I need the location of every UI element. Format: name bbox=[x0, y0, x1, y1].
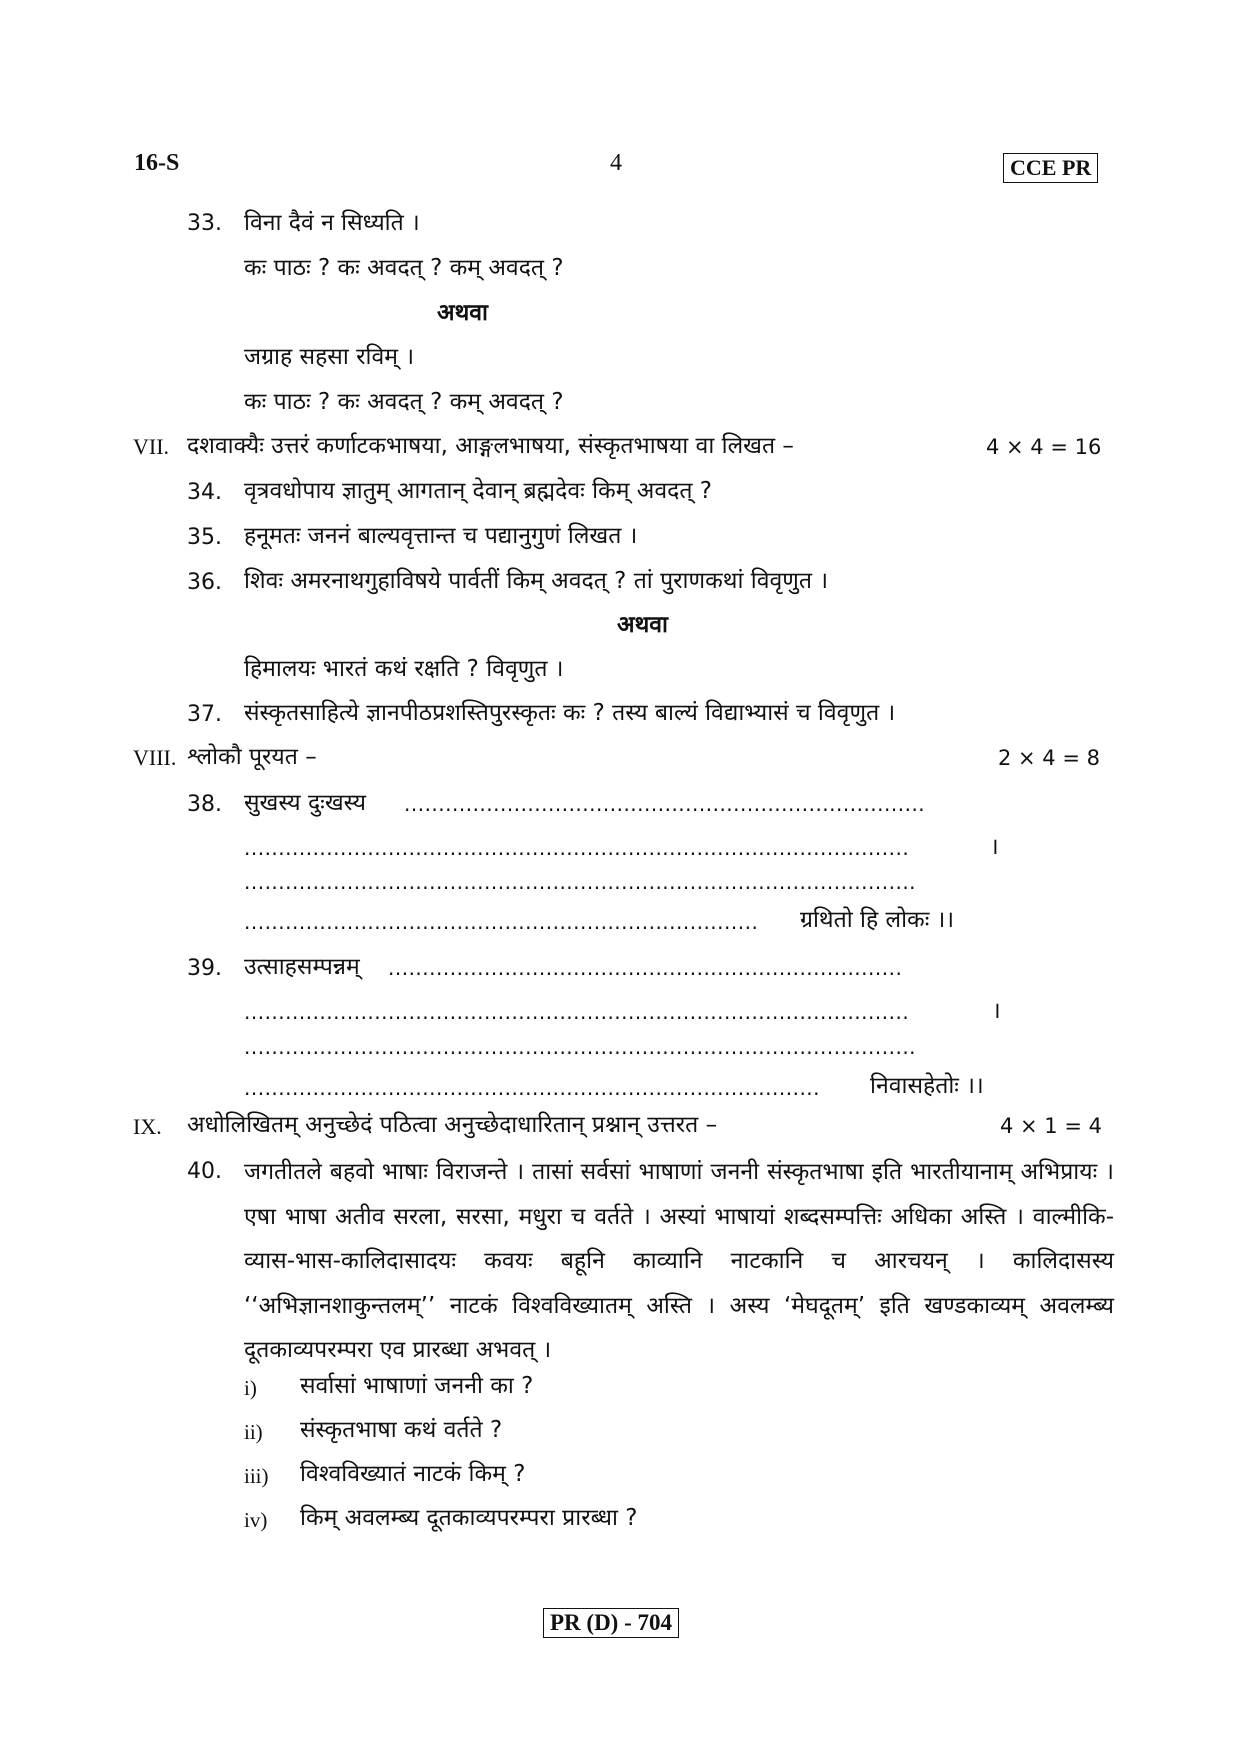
q40-i-text: सर्वासां भाषाणां जननी का ? bbox=[300, 1373, 534, 1399]
section-viii-label: VIII. bbox=[133, 745, 177, 770]
q38-number: 38. bbox=[187, 792, 222, 817]
q40-iv-text: किम् अवलम्ब्य दूतकाव्यपरम्परा प्रारब्धा ? bbox=[300, 1505, 638, 1531]
paper-code: 16-S bbox=[134, 150, 180, 176]
q33-or: अथवा bbox=[437, 300, 489, 326]
q39-blank-4: .................................................................................... bbox=[244, 1076, 821, 1100]
footer-paper-code: PR (D) - 704 bbox=[543, 1608, 679, 1638]
section-ix-label: IX. bbox=[133, 1114, 162, 1139]
q33-line4: कः पाठः ? कः अवदत् ? कम् अवदत् ? bbox=[244, 389, 564, 415]
q35-text: हनूमतः जननं बाल्यवृत्तान्त च पद्यानुगुणं लिखत । bbox=[244, 523, 638, 549]
q38-danda: । bbox=[990, 834, 999, 860]
q36-number: 36. bbox=[187, 570, 222, 595]
page-number: 4 bbox=[610, 150, 622, 176]
q40-i-label: i) bbox=[244, 1376, 257, 1400]
q40-iv-label: iv) bbox=[244, 1508, 268, 1532]
q36-or: अथवा bbox=[617, 612, 669, 638]
cce-pr-badge: CCE PR bbox=[1003, 153, 1098, 183]
section-viii-instruction: श्लोकौ पूरयत – bbox=[187, 744, 317, 770]
q40-ii-label: ii) bbox=[244, 1420, 263, 1444]
q39-blank-2: ................................................................................................. bbox=[244, 1000, 910, 1024]
q39-end: निवासहेतोः ।। bbox=[870, 1073, 984, 1099]
q37-number: 37. bbox=[187, 702, 222, 727]
q38-start: सुखस्य दुःखस्य bbox=[244, 790, 366, 816]
q33-line2: कः पाठः ? कः अवदत् ? कम् अवदत् ? bbox=[244, 255, 564, 281]
q39-start: उत्साहसम्पन्नम् bbox=[244, 954, 360, 980]
q40-passage: जगतीतले बहवो भाषाः विराजन्ते । तासां सर्वसां भाषाणां जननी संस्कृतभाषा इति भारतीयानाम् अभिप्रायः । एषा भाषा अतीव सरला, सरसा, मधुरा च वर्तते । अस्यां भाषायां शब्दसम्पत्तिः अधिका अस्ति । वाल्मीकि-व्यास-भास-कालिदासादयः कवयः बहूनि काव्यानि नाटकानि च आरचयन् । कालिदासस्य ‘‘अभिज्ञानशाकुन्तलम्’’ नाटकं विश्वविख्यातम् अस्ति । अस्य ‘मेघदूतम्’ इति खण्डकाव्यम् अवलम्ब्य दूतकाव्यपरम्परा एव प्रारब्धा अभवत् । bbox=[244, 1159, 1114, 1363]
q39-blank-3: .................................................................................................. bbox=[244, 1035, 917, 1059]
q38-blank-2: ................................................................................................. bbox=[244, 836, 910, 860]
section-vii-instruction: दशवाक्यैः उत्तरं कर्णाटकभाषया, आङ्गलभाषया, संस्कृतभाषया वा लिखत – bbox=[187, 433, 794, 459]
section-vii-marks: 4 × 4 = 16 bbox=[986, 435, 1102, 459]
q36-alt-text: हिमालयः भारतं कथं रक्षति ? विवृणुत । bbox=[244, 656, 564, 682]
q40-iii-text: विश्वविख्यातं नाटकं किम् ? bbox=[300, 1461, 526, 1487]
q33-line1: विना दैवं न सिध्यति । bbox=[244, 210, 420, 236]
q38-blank-4: ........................................................................... bbox=[244, 910, 759, 934]
section-vii-label: VII. bbox=[133, 434, 170, 459]
q40-iii-label: iii) bbox=[244, 1464, 269, 1488]
q38-end: ग्रथितो हि लोकः ।। bbox=[800, 907, 955, 933]
q35-number: 35. bbox=[187, 525, 222, 550]
q39-danda: । bbox=[992, 998, 1001, 1024]
q39-number: 39. bbox=[187, 956, 222, 981]
q33-line3: जग्राह सहसा रविम् । bbox=[244, 344, 415, 370]
q38-blank-1: ............................................................................ bbox=[404, 792, 926, 816]
section-ix-marks: 4 × 1 = 4 bbox=[1000, 1114, 1102, 1138]
q34-number: 34. bbox=[187, 480, 222, 505]
q33-number: 33. bbox=[187, 211, 222, 236]
q36-text: शिवः अमरनाथगुहाविषये पार्वतीं किम् अवदत् ? तां पुराणकथां विवृणुत । bbox=[244, 568, 829, 594]
section-viii-marks: 2 × 4 = 8 bbox=[998, 746, 1100, 770]
q39-blank-1: ........................................................................... bbox=[388, 956, 903, 980]
q40-ii-text: संस्कृतभाषा कथं वर्तते ? bbox=[300, 1417, 503, 1443]
section-ix-instruction: अधोलिखितम् अनुच्छेदं पठित्वा अनुच्छेदाधारितान् प्रश्नान् उत्तरत – bbox=[187, 1112, 718, 1138]
q34-text: वृत्रवधोपाय ज्ञातुम् आगतान् देवान् ब्रह्मदेवः किम् अवदत् ? bbox=[244, 478, 712, 504]
q37-text: संस्कृतसाहित्ये ज्ञानपीठप्रशस्तिपुरस्कृतः कः ? तस्य बाल्यं विद्याभ्यासं च विवृणुत । bbox=[244, 700, 896, 726]
q38-blank-3: .................................................................................................. bbox=[244, 870, 917, 894]
q40-number: 40. bbox=[187, 1159, 222, 1184]
